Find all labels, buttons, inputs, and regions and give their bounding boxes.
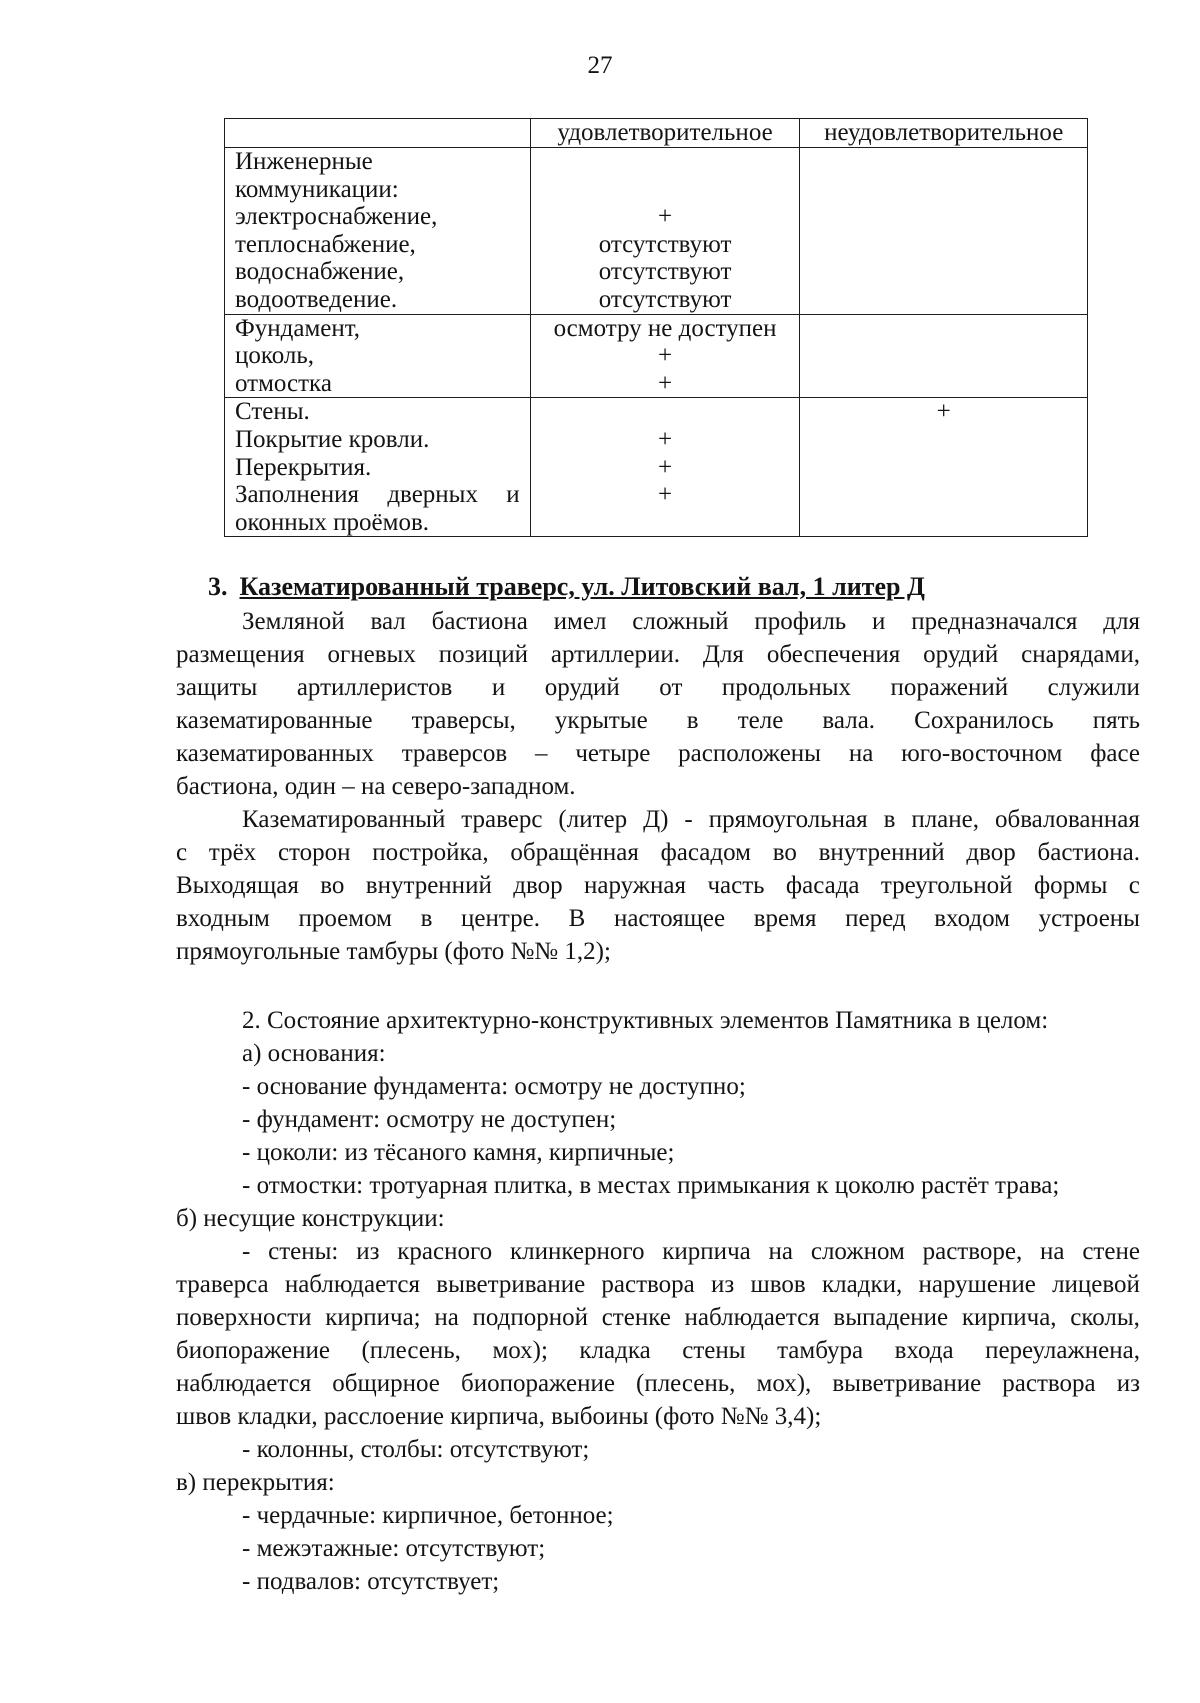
cell-line: отсутствуют (598, 230, 732, 258)
word: раствора (1002, 1370, 1096, 1397)
cell-line: Фундамент, (235, 314, 361, 342)
table-row (225, 398, 1088, 537)
table-cell-element (225, 398, 531, 537)
paragraph-line (176, 1268, 1140, 1301)
paragraph-line (176, 638, 1140, 671)
cell-line: + (658, 453, 673, 481)
word: на (434, 1304, 459, 1331)
cell-line: Покрытие кровли. (235, 425, 430, 453)
cell-line: + (658, 203, 673, 231)
word: кирпича, (961, 1304, 1057, 1331)
word: внутренний (818, 839, 945, 866)
cell-line: + (658, 425, 673, 453)
word: сложный (632, 608, 729, 635)
cell-line: + (658, 369, 673, 397)
word: на (848, 740, 874, 767)
word: треугольной (880, 872, 1013, 899)
word: артиллеристов (296, 674, 453, 701)
word: пять (1092, 707, 1140, 734)
cell-line: цоколь, (235, 342, 315, 370)
list-item: - колонны, столбы: отсутствуют; (242, 1436, 590, 1463)
paragraph-line (176, 1301, 1140, 1334)
word: и (872, 608, 886, 635)
word: кладки, (822, 1271, 903, 1298)
table-cell-satisfactory (530, 398, 800, 537)
table-row (225, 148, 1088, 315)
word: от (659, 674, 683, 701)
page-number: 27 (587, 52, 613, 79)
table-cell-unsatisfactory (800, 314, 1088, 398)
word: позиций (438, 641, 529, 668)
cell-line: оконных проёмов. (235, 508, 430, 536)
bearing-label: б) несущие конструкции: (176, 1205, 445, 1232)
cell-line: отсутствуют (598, 258, 732, 286)
word: Д) (643, 806, 669, 833)
cell-line: Инженерные (235, 148, 373, 175)
word: и (506, 481, 520, 509)
word: расположены (678, 740, 821, 767)
cell-line: осмотру не доступен (553, 314, 777, 342)
word: Казематированный (242, 806, 446, 833)
word: постройка, (372, 839, 489, 866)
word: служили (1047, 674, 1140, 701)
word: размещения (176, 641, 305, 668)
word: траверсы, (411, 707, 516, 734)
word: стене (1082, 1238, 1140, 1265)
word: профиль (754, 608, 847, 635)
cell-line: отмостка (235, 369, 332, 397)
word: нарушение (918, 1271, 1036, 1298)
section-body (176, 605, 1140, 968)
word: четыре (575, 740, 651, 767)
cell-line (541, 148, 790, 176)
paragraph-line: бастиона, один – на северо-западном. (176, 773, 576, 800)
word: траверса (176, 1271, 269, 1298)
word: на (768, 1238, 794, 1265)
word: двор (513, 872, 563, 899)
cell-line: коммуникации: (235, 175, 399, 203)
paragraph-line (176, 1334, 1140, 1367)
paragraph-line (176, 605, 1140, 638)
word: Земляной (242, 608, 345, 635)
cell-line (541, 176, 790, 204)
word: продольных (721, 674, 852, 701)
word: укрытые (554, 707, 648, 734)
table-header-row (225, 119, 1088, 148)
table-row (225, 314, 1088, 398)
word: обращённая (510, 839, 639, 866)
section-title: Казематированный траверс, ул. Литовский вал, 1 литер Д (239, 572, 925, 601)
paragraph-line (176, 803, 1140, 836)
word: плане, (911, 806, 980, 833)
word: устроены (1038, 905, 1140, 932)
word: Заполнения (235, 481, 360, 509)
list-item: - отмостки: тротуарная плитка, в местах примыкания к цоколю растёт трава; (242, 1172, 1060, 1199)
word: биопоражение (460, 1370, 615, 1397)
word: внутренний (365, 872, 492, 899)
word: входным (176, 905, 270, 932)
word: проемом (298, 905, 392, 932)
list-item: - межэтажные: отсутствуют; (242, 1535, 546, 1562)
paragraph-line (176, 1367, 1140, 1400)
word: стены (682, 1337, 746, 1364)
word: кладка (579, 1337, 651, 1364)
word: на (1040, 1238, 1065, 1265)
word: Выходящая (176, 872, 299, 899)
word: двор (966, 839, 1016, 866)
state-section (176, 1004, 1140, 1598)
table-header-cell-unsatisfactory: неудовлетворительное (800, 119, 1088, 148)
cell-line: теплоснабжение, (235, 230, 416, 258)
word: Для (702, 641, 744, 668)
list-item: - цоколи: из тёсаного камня, кирпичные; (242, 1139, 675, 1166)
word: казематированные (176, 707, 373, 734)
word: бастиона (431, 608, 528, 635)
cell-line: отсутствуют (598, 285, 732, 313)
word: обвалованная (994, 806, 1140, 833)
section-number: 3. (208, 572, 228, 601)
list-item: - фундамент: осмотру не доступен; (242, 1106, 617, 1133)
word: из (356, 1238, 380, 1265)
table-header-cell-satisfactory: удовлетворительное (530, 119, 800, 148)
word: - (684, 806, 693, 833)
word: теле (737, 707, 784, 734)
word: В (568, 905, 586, 932)
cell-line: водоснабжение, (235, 258, 405, 286)
word: растворе, (922, 1238, 1023, 1265)
word: наблюдается (684, 1304, 820, 1331)
paragraph-line (176, 902, 1140, 935)
word: юго-восточном (901, 740, 1063, 767)
paragraph-line (176, 869, 1140, 902)
word: орудий (544, 674, 620, 701)
table-cell-unsatisfactory (800, 148, 1088, 315)
word: раствора (601, 1271, 695, 1298)
paragraph-line (176, 1235, 1140, 1268)
word: Сохранилось (914, 707, 1054, 734)
word: кирпича; (325, 1304, 421, 1331)
word: фасадом (660, 839, 751, 866)
word: обеспечения (766, 641, 901, 668)
word: часть (707, 872, 765, 899)
cell-line: + (936, 398, 951, 426)
word: бастиона. (1037, 839, 1140, 866)
word: выветривание (436, 1271, 586, 1298)
paragraph-line (176, 671, 1140, 704)
word: входом (934, 905, 1010, 932)
word: во (320, 872, 345, 899)
word: прямоугольная (708, 806, 868, 833)
word: настоящее (613, 905, 726, 932)
word: перед (845, 905, 906, 932)
cell-line (541, 509, 790, 537)
word: с (176, 839, 188, 866)
cell-line: водоотведение. (235, 285, 398, 313)
word: центре. (461, 905, 540, 932)
table-cell-element (225, 148, 531, 315)
word: имел (553, 608, 607, 635)
word: и (491, 674, 506, 701)
word: выветривание (832, 1370, 982, 1397)
word: – (535, 740, 548, 767)
word: защиты (176, 674, 258, 701)
word: (плесень, (636, 1370, 736, 1397)
table-cell-unsatisfactory (800, 398, 1088, 537)
word: общирное (332, 1370, 440, 1397)
word: фасада (785, 872, 860, 899)
word: время (753, 905, 817, 932)
word: траверсов (401, 740, 508, 767)
word: входа (894, 1337, 954, 1364)
word: из (711, 1271, 735, 1298)
word: сколы, (1070, 1304, 1140, 1331)
word: траверс (461, 806, 543, 833)
cell-line: + (658, 481, 673, 509)
word: во (772, 839, 797, 866)
word: огневых (327, 641, 416, 668)
word: артиллерии. (550, 641, 681, 668)
word: выпадение (833, 1304, 949, 1331)
paragraph-line: прямоугольные тамбуры (фото №№ 1,2); (176, 938, 611, 965)
condition-table (224, 118, 1088, 537)
cell-line: Стены. (235, 398, 310, 426)
word: поражений (890, 674, 1009, 701)
word: (литер (558, 806, 628, 833)
paragraph-line: швов кладки, расслоение кирпича, выбоины (фото №№ 3,4); (176, 1403, 822, 1430)
word: для (1103, 608, 1140, 635)
word: (плесень, (361, 1337, 461, 1364)
word: поверхности (176, 1304, 312, 1331)
word: подпорной (472, 1304, 589, 1331)
word: швов (750, 1271, 806, 1298)
word: с (1128, 872, 1140, 899)
word: в (883, 806, 896, 833)
cell-line: электроснабжение, (235, 203, 438, 231)
table-cell-element (225, 314, 531, 398)
cell-line (235, 481, 520, 509)
word: трёх (208, 839, 257, 866)
word: в (420, 905, 433, 932)
word: биопоражение (176, 1337, 330, 1364)
word: переулажнена, (985, 1337, 1140, 1364)
word: кирпича (662, 1238, 751, 1265)
word: вала. (822, 707, 876, 734)
word: мох); (492, 1337, 548, 1364)
foundations-label: а) основания: (242, 1040, 386, 1067)
table-header-cell-element (225, 119, 531, 148)
cell-line: Перекрытия. (235, 453, 372, 481)
word: сложном (810, 1238, 905, 1265)
word: орудий (923, 641, 999, 668)
word: формы (1033, 872, 1108, 899)
word: в (686, 707, 699, 734)
floors-label: в) перекрытия: (176, 1469, 335, 1496)
paragraph-line (176, 737, 1140, 770)
list-item: - основание фундамента: осмотру не доступно; (242, 1073, 746, 1100)
word: снарядами, (1021, 641, 1140, 668)
word: из (1116, 1370, 1140, 1397)
word: красного (397, 1238, 493, 1265)
word: наблюдается (176, 1370, 312, 1397)
word: стены: (268, 1238, 339, 1265)
word: тамбура (777, 1337, 864, 1364)
cell-line (541, 398, 790, 426)
word: дверных (387, 481, 478, 509)
state-heading: 2. Состояние архитектурно-конструктивных элементов Памятника в целом: (242, 1007, 1049, 1034)
word: фасе (1090, 740, 1140, 767)
word: - (242, 1238, 251, 1265)
word: предназначался (911, 608, 1078, 635)
paragraph-line (176, 704, 1140, 737)
word: сторон (277, 839, 351, 866)
table-cell-satisfactory (530, 148, 800, 315)
word: казематированных (176, 740, 374, 767)
table-cell-satisfactory (530, 314, 800, 398)
paragraph-line (176, 836, 1140, 869)
word: клинкерного (509, 1238, 645, 1265)
word: лицевой (1052, 1271, 1140, 1298)
section-heading (208, 572, 925, 602)
word: наблюдается (284, 1271, 421, 1298)
word: вал (370, 608, 406, 635)
list-item: - чердачные: кирпичное, бетонное; (242, 1502, 614, 1529)
cell-line: + (658, 342, 673, 370)
word: стенке (601, 1304, 671, 1331)
word: наружная (583, 872, 687, 899)
word: мох), (756, 1370, 812, 1397)
list-item: - подвалов: отсутствует; (242, 1568, 500, 1595)
